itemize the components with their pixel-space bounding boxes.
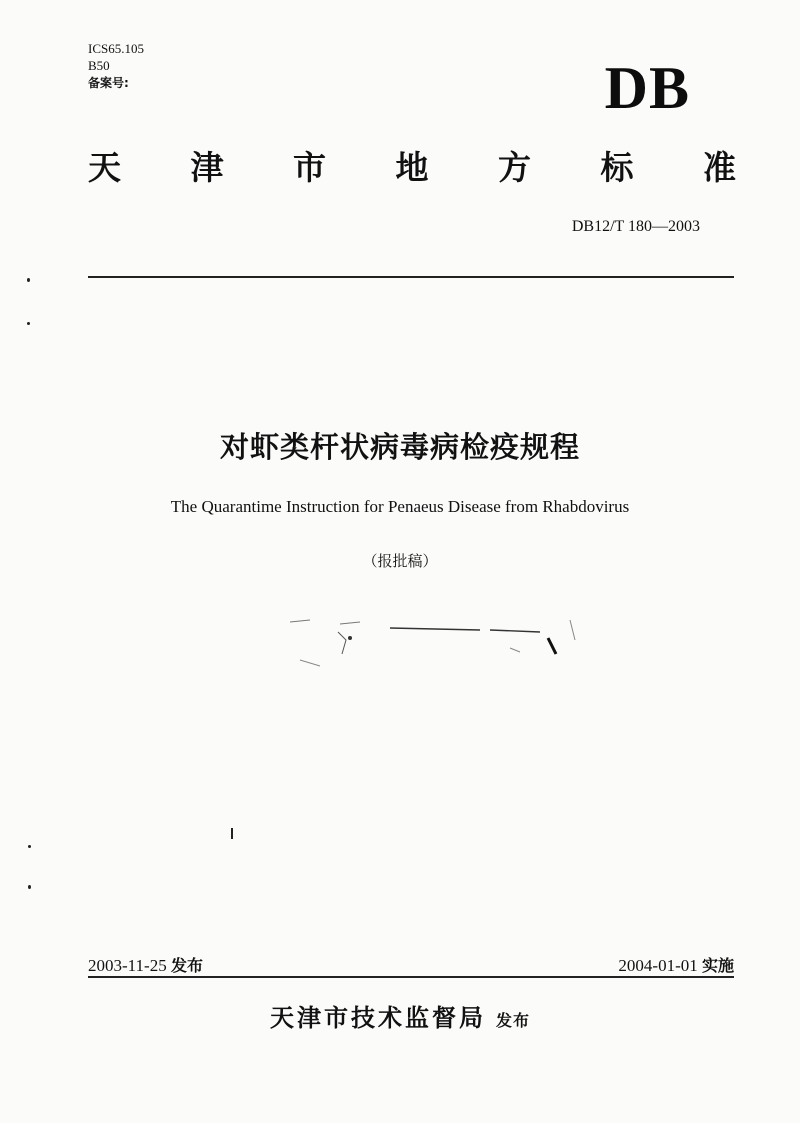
- draft-note: （报批稿）: [362, 552, 438, 570]
- record-number-label: 备案号:: [88, 76, 129, 90]
- scan-speck: [28, 885, 31, 889]
- bottom-divider: [88, 976, 734, 978]
- standard-title-char: 地: [395, 148, 429, 187]
- issuer-name: 天津市技术监督局: [269, 1004, 486, 1032]
- standard-title-char: 方: [498, 148, 531, 187]
- standard-number: DB12/T 180—2003: [571, 218, 700, 235]
- scan-speck: [231, 828, 233, 839]
- header-meta: [88, 40, 144, 92]
- publish-label: 发布: [170, 956, 203, 975]
- effective-info: [618, 953, 734, 976]
- top-divider: [88, 276, 734, 278]
- standard-title-char: 津: [190, 148, 224, 187]
- db-logo: DB: [604, 55, 690, 121]
- publish-date: 2003-11-25: [88, 956, 167, 975]
- signature-scribble: [280, 610, 610, 680]
- standard-title-char: 天: [88, 148, 121, 187]
- scan-speck: [28, 845, 31, 848]
- ics-code: ICS65.105: [88, 41, 144, 56]
- document-title-english: The Quarantime Instruction for Penaeus Disease from Rhabdovirus: [170, 497, 630, 516]
- issuer-line: [0, 998, 800, 1033]
- standard-title-char: 标: [600, 148, 634, 187]
- scan-speck: [27, 322, 30, 325]
- issuer-suffix: 发布: [495, 1011, 530, 1030]
- ccs-code: B50: [88, 58, 110, 73]
- standard-title-char: 市: [293, 148, 326, 187]
- effective-date: 2004-01-01: [618, 956, 698, 975]
- standard-type-title: [88, 148, 736, 188]
- publish-info: [88, 953, 203, 976]
- document-title: 对虾类杆状病毒病检疫规程: [219, 430, 580, 464]
- standard-title-char: 准: [703, 148, 736, 187]
- date-row: [88, 953, 734, 976]
- scan-speck: [27, 278, 30, 282]
- effective-label: 实施: [701, 956, 734, 975]
